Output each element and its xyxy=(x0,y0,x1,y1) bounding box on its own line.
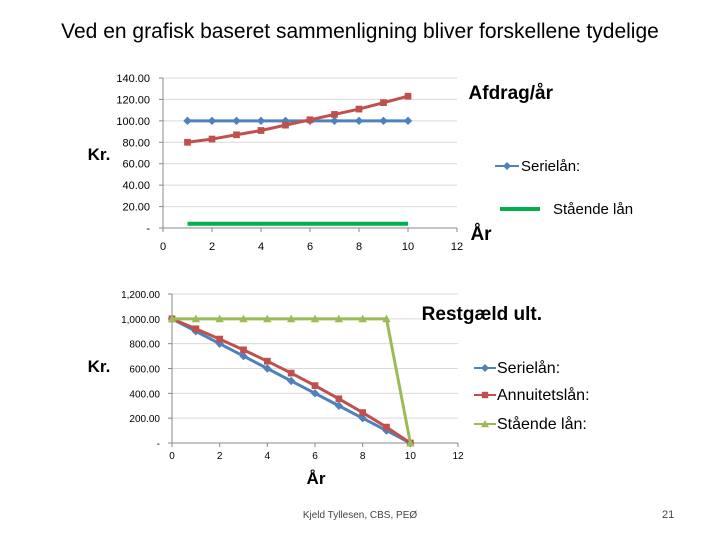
afdrag-legend-marker xyxy=(503,162,511,170)
afdrag-data-point xyxy=(331,111,338,118)
restgaeld-x-tick-label: 8 xyxy=(359,451,366,462)
restgaeld-x-tick-label: 4 xyxy=(264,451,271,462)
restgaeld-data-point xyxy=(335,395,342,402)
restgaeld-y-tick-label: 600.00 xyxy=(129,364,160,376)
restgaeld-data-point xyxy=(264,358,271,365)
restgaeld-y-tick-label: 200.00 xyxy=(129,414,160,426)
afdrag-x-tick-label: 6 xyxy=(306,241,314,253)
restgaeld-legend-marker xyxy=(481,364,489,372)
page-number: 21 xyxy=(662,509,675,521)
afdrag-x-tick-label: 4 xyxy=(257,241,265,253)
afdrag-y-axis-label: Kr. xyxy=(87,145,111,164)
afdrag-x-tick-label: 10 xyxy=(401,241,415,253)
afdrag-data-point xyxy=(257,117,265,125)
afdrag-data-point xyxy=(282,122,289,129)
restgaeld-y-tick-label: 400.00 xyxy=(129,389,160,401)
afdrag-legend-label: Stående lån xyxy=(553,201,634,218)
afdrag-data-point xyxy=(307,116,314,123)
afdrag-y-tick-label: 20.00 xyxy=(122,201,150,214)
afdrag-data-point xyxy=(355,117,363,125)
afdrag-data-point xyxy=(184,139,191,146)
afdrag-y-tick-label: - xyxy=(146,223,150,235)
restgaeld-y-tick-label: 1,200.00 xyxy=(121,290,160,301)
restgaeld-y-tick-label: - xyxy=(156,439,160,450)
afdrag-x-tick-label: 8 xyxy=(355,241,363,253)
restgaeld-x-axis-label: År xyxy=(306,469,326,488)
restgaeld-chart-title: Restgæld ult. xyxy=(421,304,542,325)
restgaeld-data-point xyxy=(240,347,247,354)
afdrag-data-point xyxy=(232,117,240,125)
afdrag-legend-label: Serielån: xyxy=(521,158,581,175)
restgaeld-legend-marker xyxy=(482,392,488,398)
restgaeld-x-tick-label: 2 xyxy=(216,451,223,462)
slide-footer: Kjeld Tyllesen, CBS, PEØ xyxy=(302,510,418,521)
afdrag-y-tick-label: 60.00 xyxy=(122,158,150,171)
afdrag-x-tick-label: 12 xyxy=(450,241,464,253)
restgaeld-x-tick-label: 10 xyxy=(404,451,416,462)
afdrag-data-point xyxy=(183,117,191,125)
restgaeld-data-point xyxy=(192,325,199,332)
restgaeld-legend-label: Stående lån: xyxy=(497,416,587,433)
afdrag-data-point xyxy=(208,117,216,125)
afdrag-data-point xyxy=(380,99,387,106)
restgaeld-data-point xyxy=(359,409,366,416)
restgaeld-data-point xyxy=(383,424,390,431)
slide-title: Ved en grafisk baseret sammenligning bliver forskellene tydelige xyxy=(61,20,659,43)
afdrag-y-tick-label: 40.00 xyxy=(122,180,150,193)
restgaeld-data-point xyxy=(288,370,295,377)
afdrag-series-line xyxy=(188,96,409,142)
restgaeld-x-tick-label: 12 xyxy=(452,451,464,462)
afdrag-data-point xyxy=(404,117,412,125)
restgaeld-data-point xyxy=(312,382,319,389)
afdrag-data-point xyxy=(356,106,363,113)
afdrag-y-tick-label: 120.00 xyxy=(116,94,150,107)
restgaeld-y-axis-label: Kr. xyxy=(87,357,111,376)
restgaeld-legend-label: Serielån: xyxy=(497,360,561,377)
afdrag-y-tick-label: 100.00 xyxy=(116,115,150,128)
afdrag-y-tick-label: 140.00 xyxy=(116,73,150,85)
afdrag-x-axis-label: År xyxy=(470,224,492,245)
afdrag-data-point xyxy=(379,117,387,125)
afdrag-chart-title: Afdrag/år xyxy=(468,83,553,104)
afdrag-data-point xyxy=(233,131,240,138)
afdrag-data-point xyxy=(330,117,338,125)
afdrag-data-point xyxy=(209,136,216,143)
restgaeld-y-tick-label: 1,000.00 xyxy=(121,314,160,326)
afdrag-data-point xyxy=(258,127,265,134)
afdrag-y-tick-label: 80.00 xyxy=(122,137,150,150)
restgaeld-data-point xyxy=(216,336,223,343)
restgaeld-x-tick-label: 6 xyxy=(312,451,318,462)
afdrag-x-tick-label: 0 xyxy=(159,241,167,253)
restgaeld-x-tick-label: 0 xyxy=(169,451,175,462)
restgaeld-y-tick-label: 800.00 xyxy=(129,339,160,351)
afdrag-x-tick-label: 2 xyxy=(208,241,216,253)
afdrag-data-point xyxy=(405,93,412,100)
restgaeld-legend-label: Annuitetslån: xyxy=(497,387,590,404)
